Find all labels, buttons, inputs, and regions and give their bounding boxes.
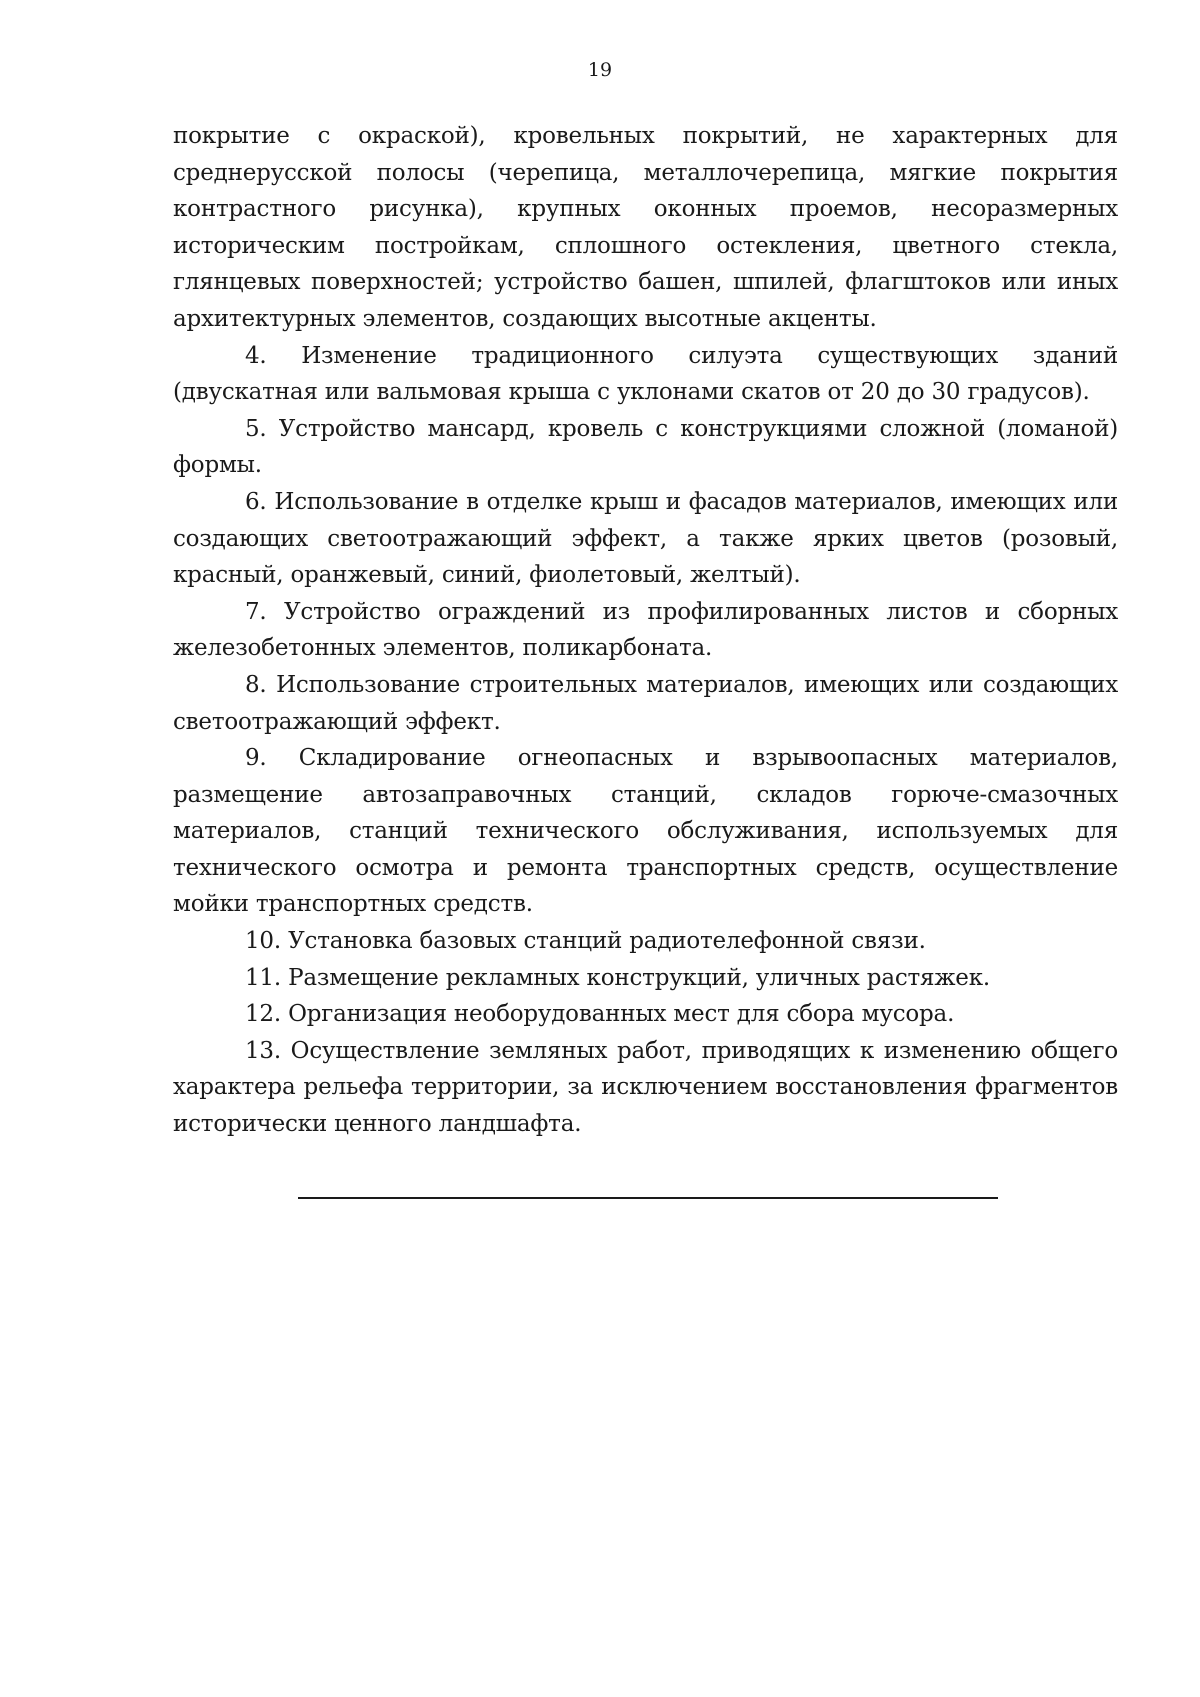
end-of-document-rule xyxy=(298,1197,998,1199)
paragraph-item-12: 12. Организация необорудованных мест для сбора мусора. xyxy=(245,1001,955,1028)
paragraph-item-5: 5. Устройство мансард, кровель с конструкциями сложной (ломаной) формы. xyxy=(173,415,1118,479)
paragraph-item-13: 13. Осуществление земляных работ, приводящих к изменению общего характера рельефа территории, за исключением восстановления фрагментов исторически ценного ландшафта. xyxy=(173,1037,1118,1138)
page-number: 19 xyxy=(587,59,613,81)
paragraph-item-8: 8. Использование строительных материалов, имеющих или создающих светоотражающий эффект. xyxy=(173,671,1118,735)
document-body xyxy=(173,118,1118,1143)
paragraph-continuation: покрытие с окраской), кровельных покрытий, не характерных для среднерусской полосы (черепица, металлочерепица, мягкие покрытия контрастного рисунка), крупных оконных проемов, несоразмерных историческим постройкам, сплошного остекления, цветного стекла, глянцевых поверхностей; устройство башен, шпилей, флагштоков или иных архитектурных элементов, создающих высотные акценты. xyxy=(173,123,1118,332)
paragraph-item-4: 4. Изменение традиционного силуэта существующих зданий (двускатная или вальмовая крыша с уклонами скатов от 20 до 30 градусов). xyxy=(173,342,1118,406)
paragraph-item-10: 10. Установка базовых станций радиотелефонной связи. xyxy=(245,928,926,955)
paragraph-item-11: 11. Размещение рекламных конструкций, уличных растяжек. xyxy=(245,964,991,991)
paragraph-item-9: 9. Складирование огнеопасных и взрывоопасных материалов, размещение автозаправочных станций, складов горюче-смазочных материалов, станций технического обслуживания, используемых для технического осмотра и ремонта транспортных средств, осуществление мойки транспортных средств. xyxy=(173,745,1118,918)
paragraph-item-7: 7. Устройство ограждений из профилированных листов и сборных железобетонных элементов, поликарбоната. xyxy=(173,598,1118,662)
paragraph-item-6: 6. Использование в отделке крыш и фасадов материалов, имеющих или создающих светоотражающий эффект, а также ярких цветов (розовый, красный, оранжевый, синий, фиолетовый, желтый). xyxy=(173,488,1118,589)
